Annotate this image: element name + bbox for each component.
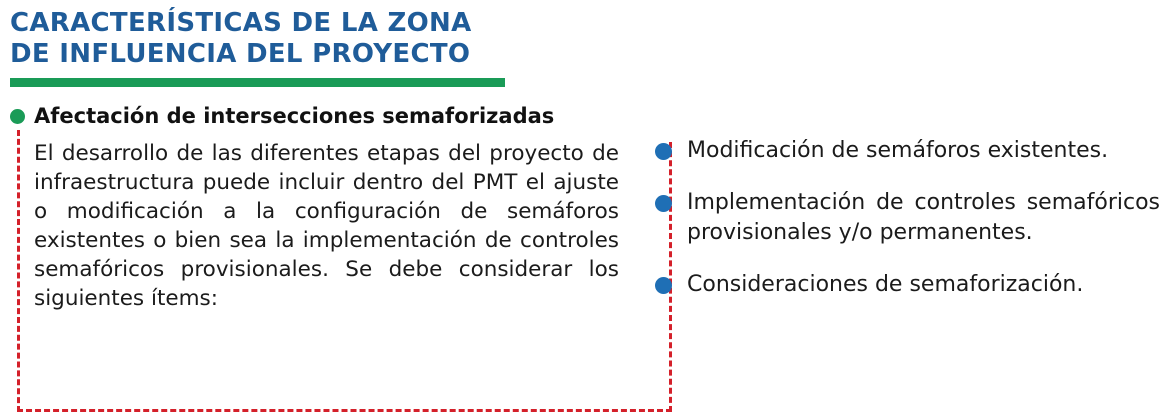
list-item bbox=[655, 136, 1165, 166]
connector-line-bottom bbox=[17, 409, 672, 412]
list-item-label: Consideraciones de semaforización. bbox=[687, 272, 1084, 297]
left-column bbox=[10, 104, 640, 313]
blue-bullet-icon bbox=[655, 277, 672, 294]
list-item bbox=[655, 270, 1165, 300]
title-underline-rule bbox=[10, 78, 505, 87]
list-item-label: Modificación de semáforos existentes. bbox=[687, 138, 1109, 163]
green-bullet-icon bbox=[10, 109, 25, 124]
right-column-list bbox=[655, 136, 1165, 322]
page-title bbox=[10, 8, 650, 87]
subheading-text: Afectación de intersecciones semaforizadas bbox=[34, 104, 555, 128]
list-item-label: Implementación de controles semafóricos provisionales y/o permanentes. bbox=[687, 190, 1160, 245]
body-paragraph: El desarrollo de las diferentes etapas del proyecto de infraestructura puede incluir dentro del PMT el ajuste o modificación a la configuración de semáforos existentes o bien sea la implementación de controles semafóricos provisionales. Se debe considerar los siguientes ítems: bbox=[34, 141, 619, 311]
blue-bullet-icon bbox=[655, 143, 672, 160]
subheading-row bbox=[10, 104, 640, 129]
page-title-line-2: DE INFLUENCIA DEL PROYECTO bbox=[10, 39, 471, 69]
list-item bbox=[655, 188, 1165, 248]
blue-bullet-icon bbox=[655, 195, 672, 212]
page-title-line-1: CARACTERÍSTICAS DE LA ZONA bbox=[10, 8, 472, 38]
